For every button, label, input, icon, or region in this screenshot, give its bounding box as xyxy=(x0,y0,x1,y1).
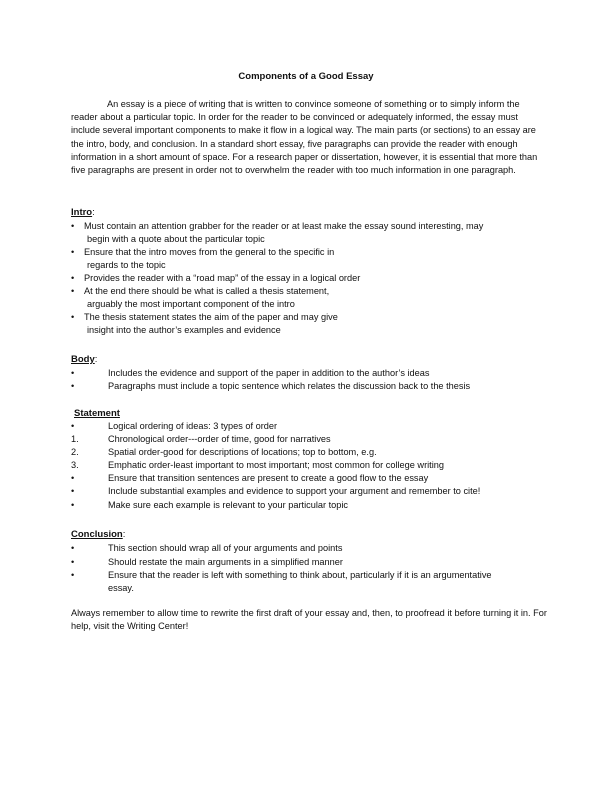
item-text: Logical ordering of ideas: 3 types of order xyxy=(108,421,278,431)
conclusion-bullet xyxy=(71,542,551,555)
bullet-marker: • xyxy=(71,557,75,567)
body-bullet xyxy=(71,380,551,393)
bullet-marker: • xyxy=(71,286,75,296)
conclusion-bullet-continuation xyxy=(71,582,588,595)
statement-heading-label: Statement xyxy=(74,408,120,419)
intro-bullet xyxy=(71,285,551,298)
bullet-text: At the end there should be what is called a thesis statement, xyxy=(84,286,330,296)
intro-bullet-continuation xyxy=(71,233,567,246)
item-marker: 1. xyxy=(71,434,79,444)
statement-item xyxy=(71,485,551,498)
statement-item xyxy=(71,459,551,472)
statement-item xyxy=(71,472,551,485)
item-marker: • xyxy=(71,473,75,483)
bullet-text: Should restate the main arguments in a simplified manner xyxy=(108,557,343,567)
item-marker: 3. xyxy=(71,460,79,470)
body-bullet xyxy=(71,367,551,380)
bullet-text: insight into the author’s examples and evidence xyxy=(87,325,281,335)
bullet-text: Includes the evidence and support of the paper in addition to the author’s ideas xyxy=(108,368,430,378)
bullet-text: Ensure that the reader is left with something to think about, particularly if it is an argumentative xyxy=(108,570,492,580)
item-marker: 2. xyxy=(71,447,79,457)
intro-bullet xyxy=(71,311,551,324)
conclusion-heading xyxy=(71,529,125,540)
statement-item xyxy=(71,433,551,446)
intro-heading xyxy=(71,207,95,218)
bullet-text: arguably the most important component of the intro xyxy=(87,299,295,309)
bullet-marker: • xyxy=(71,221,75,231)
intro-bullet xyxy=(71,272,551,285)
bullet-marker: • xyxy=(71,273,75,283)
bullet-marker: • xyxy=(71,247,75,257)
bullet-marker: • xyxy=(71,312,75,322)
item-text: Ensure that transition sentences are present to create a good flow to the essay xyxy=(108,473,429,483)
bullet-text: The thesis statement states the aim of the paper and may give xyxy=(84,312,338,322)
item-marker: • xyxy=(71,421,75,431)
intro-paragraph xyxy=(71,98,544,177)
item-marker: • xyxy=(71,500,75,510)
bullet-marker: • xyxy=(71,543,75,553)
statement-heading xyxy=(74,408,120,419)
bullet-text: essay. xyxy=(108,583,134,593)
item-text: Make sure each example is relevant to your particular topic xyxy=(108,500,349,510)
item-text: Include substantial examples and evidence to support your argument and remember to cite! xyxy=(108,486,481,496)
intro-bullet xyxy=(71,220,551,233)
bullet-marker: • xyxy=(71,368,75,378)
intro-bullet-continuation xyxy=(71,259,567,272)
item-text: Spatial order-good for descriptions of locations; top to bottom, e.g. xyxy=(108,447,377,457)
bullet-text: regards to the topic xyxy=(87,260,166,270)
intro-bullet-continuation xyxy=(71,324,567,337)
bullet-text: Paragraphs must include a topic sentence which relates the discussion back to the thesis xyxy=(108,381,471,391)
intro-heading-label: Intro xyxy=(71,207,93,218)
conclusion-heading-colon: : xyxy=(122,529,126,540)
intro-heading-colon: : xyxy=(92,207,95,218)
bullet-text: begin with a quote about the particular topic xyxy=(87,234,265,244)
body-heading-label: Body xyxy=(71,354,95,365)
bullet-text: Ensure that the intro moves from the general to the specific in xyxy=(84,247,335,257)
statement-item xyxy=(71,420,551,433)
item-marker: • xyxy=(71,486,75,496)
body-heading xyxy=(71,354,97,365)
conclusion-bullet xyxy=(71,569,551,582)
intro-bullet-continuation xyxy=(71,298,567,311)
item-text: Emphatic order-least important to most important; most common for college writing xyxy=(108,460,444,470)
bullet-marker: • xyxy=(71,570,75,580)
intro-bullet xyxy=(71,246,551,259)
conclusion-heading-label: Conclusion xyxy=(71,529,123,540)
statement-item xyxy=(71,446,551,459)
closing-paragraph: Always remember to allow time to rewrite the first draft of your essay and, then, to proofread it before turning it in. For help, visit the Writing Center! xyxy=(71,608,547,632)
bullet-text: Must contain an attention grabber for the reader or at least make the essay sound interesting, may xyxy=(84,221,484,231)
bullet-text: This section should wrap all of your arguments and points xyxy=(108,543,343,553)
conclusion-bullet xyxy=(71,556,551,569)
bullet-text: Provides the reader with a “road map” of the essay in a logical order xyxy=(84,273,361,283)
statement-item xyxy=(71,499,551,512)
bullet-marker: • xyxy=(71,381,75,391)
body-heading-colon: : xyxy=(94,354,98,365)
item-text: Chronological order---order of time, good for narratives xyxy=(108,434,331,444)
page-title: Components of a Good Essay xyxy=(238,71,374,82)
intro-paragraph-text: An essay is a piece of writing that is written to convince someone of something or to simply inform the reader about a particular topic. In order for the reader to be convinced or adequately informed, the essay must include several important components to make it flow in a logical way. The main parts (or sections) to an essay are the intro, body, and conclusion. In a standard short essay, five paragraphs can provide the reader with enough information in a short amount of space. For a research paper or dissertation, however, it is essential that more than five paragraphs are present in order not to overwhelm the reader with too much information in one paragraph. xyxy=(71,99,538,176)
